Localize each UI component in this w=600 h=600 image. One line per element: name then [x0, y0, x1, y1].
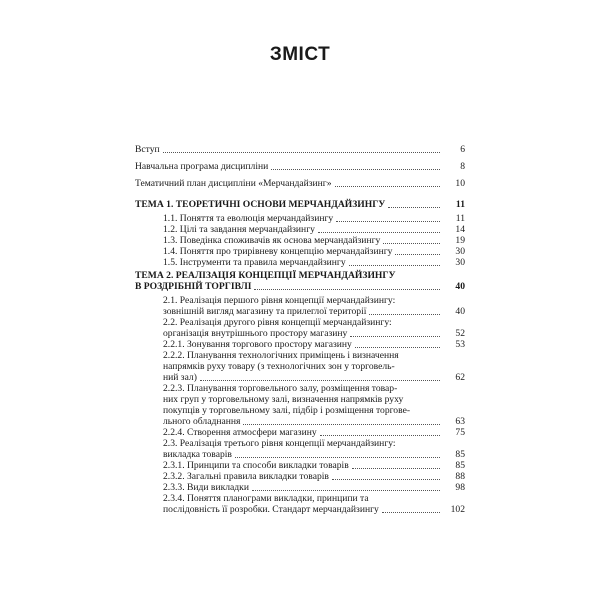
toc-entry	[135, 493, 465, 504]
toc-entry-cont	[135, 328, 465, 339]
toc-entry-text: Навчальна програма дисципліни	[135, 161, 269, 172]
toc-entry-text: льного обладнання	[163, 416, 241, 427]
toc-entry-cont	[135, 361, 465, 372]
toc-entry-cont	[135, 504, 465, 515]
toc-entry-page: 8	[460, 161, 465, 172]
toc-entry-page: 63	[455, 416, 465, 427]
toc-entry-text: 2.1. Реалізація першого рівня концепції мерчандайзингу:	[163, 295, 396, 306]
toc-entry-text: 1.4. Поняття про трирівневу концепцію мерчандайзингу	[163, 246, 393, 257]
toc-chapter-entry-cont	[135, 281, 465, 292]
toc-entry	[135, 427, 465, 438]
toc-entry	[135, 235, 465, 246]
toc-entry-page: 85	[455, 460, 465, 471]
dot-leader	[163, 152, 440, 153]
toc-entry	[135, 317, 465, 328]
dot-leader	[252, 490, 440, 491]
dot-leader	[254, 289, 440, 290]
toc-entry-page: 30	[455, 246, 465, 257]
toc-entry-text: 1.3. Поведінка споживачів як основа мерчандайзингу	[163, 235, 381, 246]
toc-entry-text: 2.2.2. Планування технологічних приміщень і визначення	[163, 350, 399, 361]
toc-entry-cont	[135, 449, 465, 460]
toc-entry	[135, 246, 465, 257]
toc-entry	[135, 161, 465, 172]
toc-entry-text: 1.5. Інструменти та правила мерчандайзингу	[163, 257, 346, 268]
toc-entry-page: 62	[455, 372, 465, 383]
toc-entry-page: 10	[455, 178, 465, 189]
toc-entry-page: 53	[455, 339, 465, 350]
toc-entry-text: 2.3. Реалізація третього рівня концепції мерчандайзингу:	[163, 438, 396, 449]
toc-entry-text: 1.2. Цілі та завдання мерчандайзингу	[163, 224, 315, 235]
toc-entry-text: зовнішній вигляд магазину та прилеглої території	[163, 306, 367, 317]
toc-entry-text: 2.2.3. Планування торговельного залу, розміщення товар-	[163, 383, 398, 394]
toc-entry	[135, 471, 465, 482]
toc-entry-text: них груп у торговельному залі, визначення напрямків руху	[163, 394, 404, 405]
toc-chapter-entry	[135, 270, 465, 281]
toc-entry-text: ТЕМА 1. ТЕОРЕТИЧНІ ОСНОВИ МЕРЧАНДАЙЗИНГУ	[135, 199, 386, 210]
table-of-contents	[135, 144, 465, 515]
dot-leader	[355, 347, 440, 348]
toc-entry	[135, 178, 465, 189]
toc-entry	[135, 224, 465, 235]
dot-leader	[388, 207, 440, 208]
dot-leader	[350, 336, 440, 337]
dot-leader	[335, 186, 440, 187]
toc-entry-page: 40	[455, 281, 465, 292]
toc-entry-text: ТЕМА 2. РЕАЛІЗАЦІЯ КОНЦЕПЦІЇ МЕРЧАНДАЙЗИНГУ	[135, 270, 396, 281]
toc-entry-text: 2.3.3. Види викладки	[163, 482, 249, 493]
toc-entry-text: 2.3.2. Загальні правила викладки товарів	[163, 471, 329, 482]
dot-leader	[352, 468, 440, 469]
toc-entry	[135, 295, 465, 306]
toc-entry-page: 102	[450, 504, 465, 515]
toc-entry-text: напрямків руху товару (з технологічних зон у торговель-	[163, 361, 395, 372]
toc-entry-page: 98	[455, 482, 465, 493]
dot-leader	[369, 314, 440, 315]
toc-entry-text: 2.3.4. Поняття планограми викладки, принципи та	[163, 493, 369, 504]
toc-entry-text: послідовність її розробки. Стандарт мерчандайзингу	[163, 504, 379, 515]
toc-entry	[135, 438, 465, 449]
dot-leader	[336, 221, 440, 222]
toc-entry	[135, 460, 465, 471]
toc-entry-page: 11	[455, 213, 465, 224]
toc-entry-page: 40	[455, 306, 465, 317]
toc-entry-text: Тематичний план дисципліни «Мерчандайзинг»	[135, 178, 332, 189]
dot-leader	[320, 435, 440, 436]
dot-leader	[395, 254, 440, 255]
toc-entry-text: ний зал)	[163, 372, 197, 383]
toc-entry-cont	[135, 372, 465, 383]
toc-entry-page: 52	[455, 328, 465, 339]
dot-leader	[383, 243, 440, 244]
dot-leader	[200, 380, 440, 381]
toc-entry-page: 19	[455, 235, 465, 246]
dot-leader	[318, 232, 440, 233]
toc-entry-page: 30	[455, 257, 465, 268]
toc-entry	[135, 339, 465, 350]
toc-entry	[135, 213, 465, 224]
dot-leader	[382, 512, 440, 513]
toc-entry-text: 2.2.1. Зонування торгового простору магазину	[163, 339, 352, 350]
dot-leader	[332, 479, 440, 480]
dot-leader	[235, 457, 440, 458]
toc-entry-text: 2.2. Реалізація другого рівня концепції мерчандайзингу:	[163, 317, 392, 328]
toc-entry-cont	[135, 306, 465, 317]
toc-entry-text: 2.2.4. Створення атмосфери магазину	[163, 427, 317, 438]
toc-entry	[135, 144, 465, 155]
toc-entry-cont	[135, 394, 465, 405]
toc-entry-page: 14	[455, 224, 465, 235]
toc-entry	[135, 482, 465, 493]
toc-chapter-entry	[135, 199, 465, 210]
toc-entry-cont	[135, 416, 465, 427]
toc-entry-page: 11	[455, 199, 465, 210]
toc-entry-page: 85	[455, 449, 465, 460]
toc-entry	[135, 383, 465, 394]
toc-entry-text: викладка товарів	[163, 449, 232, 460]
toc-entry-cont	[135, 405, 465, 416]
toc-entry-text: Вступ	[135, 144, 160, 155]
toc-entry-page: 6	[460, 144, 465, 155]
toc-entry-page: 75	[455, 427, 465, 438]
toc-entry-text: 2.3.1. Принципи та способи викладки товарів	[163, 460, 349, 471]
toc-entry-page: 88	[455, 471, 465, 482]
page-title: ЗМІСТ	[269, 44, 331, 65]
dot-leader	[271, 169, 440, 170]
dot-leader	[243, 424, 440, 425]
dot-leader	[349, 265, 440, 266]
toc-entry	[135, 350, 465, 361]
toc-entry-text: організація внутрішнього простору магазину	[163, 328, 348, 339]
toc-entry-text: В РОЗДРІБНІЙ ТОРГІВЛІ	[135, 281, 252, 292]
toc-entry-text: покупців у торговельному залі, підбір і розміщення торгове-	[163, 405, 411, 416]
toc-entry	[135, 257, 465, 268]
toc-entry-text: 1.1. Поняття та еволюція мерчандайзингу	[163, 213, 334, 224]
